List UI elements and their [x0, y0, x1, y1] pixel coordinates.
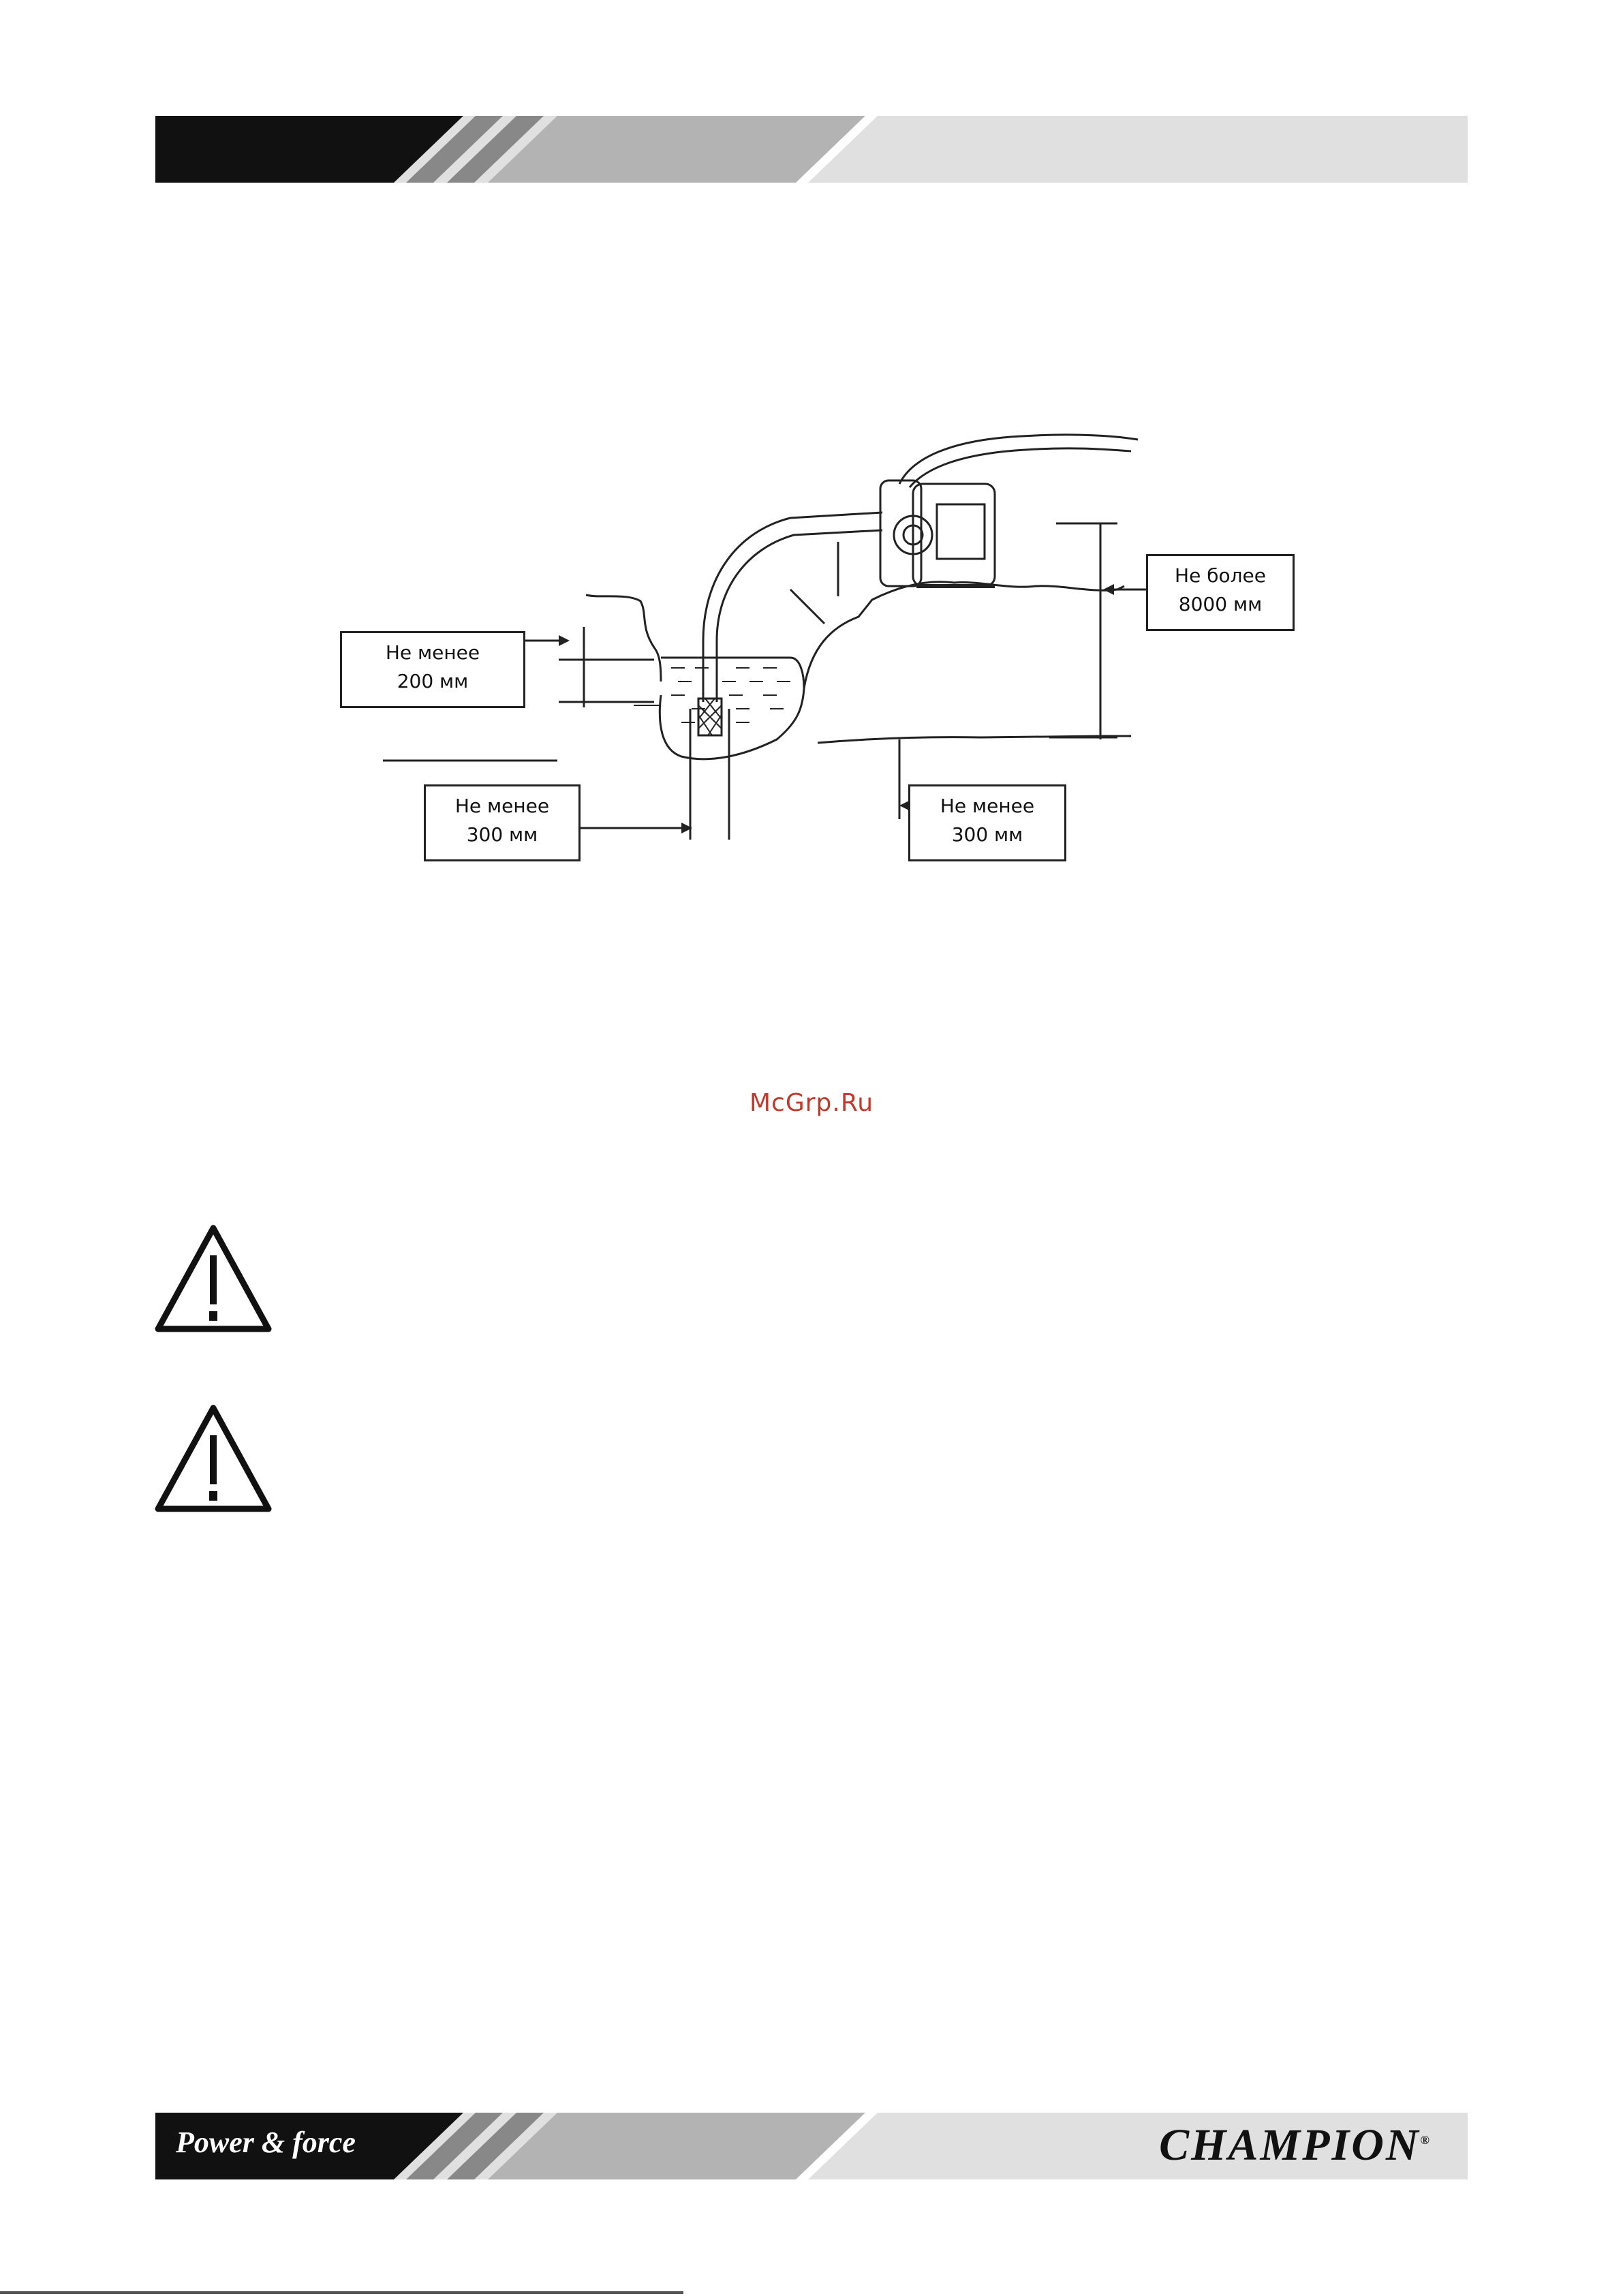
header-band	[155, 116, 1468, 183]
callout-line: 300 мм	[466, 823, 538, 846]
warning-icon	[154, 1404, 273, 1513]
brand-slogan: Power & force	[176, 2126, 356, 2159]
registered-mark: ®	[1420, 2133, 1429, 2147]
pump-installation-diagram	[300, 423, 1308, 872]
callout-line: Не менее	[454, 795, 550, 817]
callout-max-height	[1146, 554, 1295, 631]
callout-line: Не более	[1175, 564, 1266, 587]
callout-line: 200 мм	[397, 670, 469, 692]
brand-logo	[1159, 2119, 1429, 2171]
callout-line: 8000 мм	[1178, 593, 1263, 615]
callout-min-bottom-clearance	[424, 784, 581, 861]
page-edge-rule	[0, 2291, 683, 2294]
footer-band	[155, 2113, 1468, 2179]
warning-icon	[154, 1224, 273, 1333]
callout-min-bank-distance	[908, 784, 1066, 861]
callout-line: Не менее	[385, 641, 480, 664]
callout-min-depth	[340, 631, 525, 708]
watermark: McGrp.Ru	[749, 1089, 874, 1117]
brand-logo-text: CHAMPION	[1159, 2120, 1421, 2170]
callout-line: Не менее	[940, 795, 1035, 817]
callout-line: 300 мм	[951, 823, 1023, 846]
